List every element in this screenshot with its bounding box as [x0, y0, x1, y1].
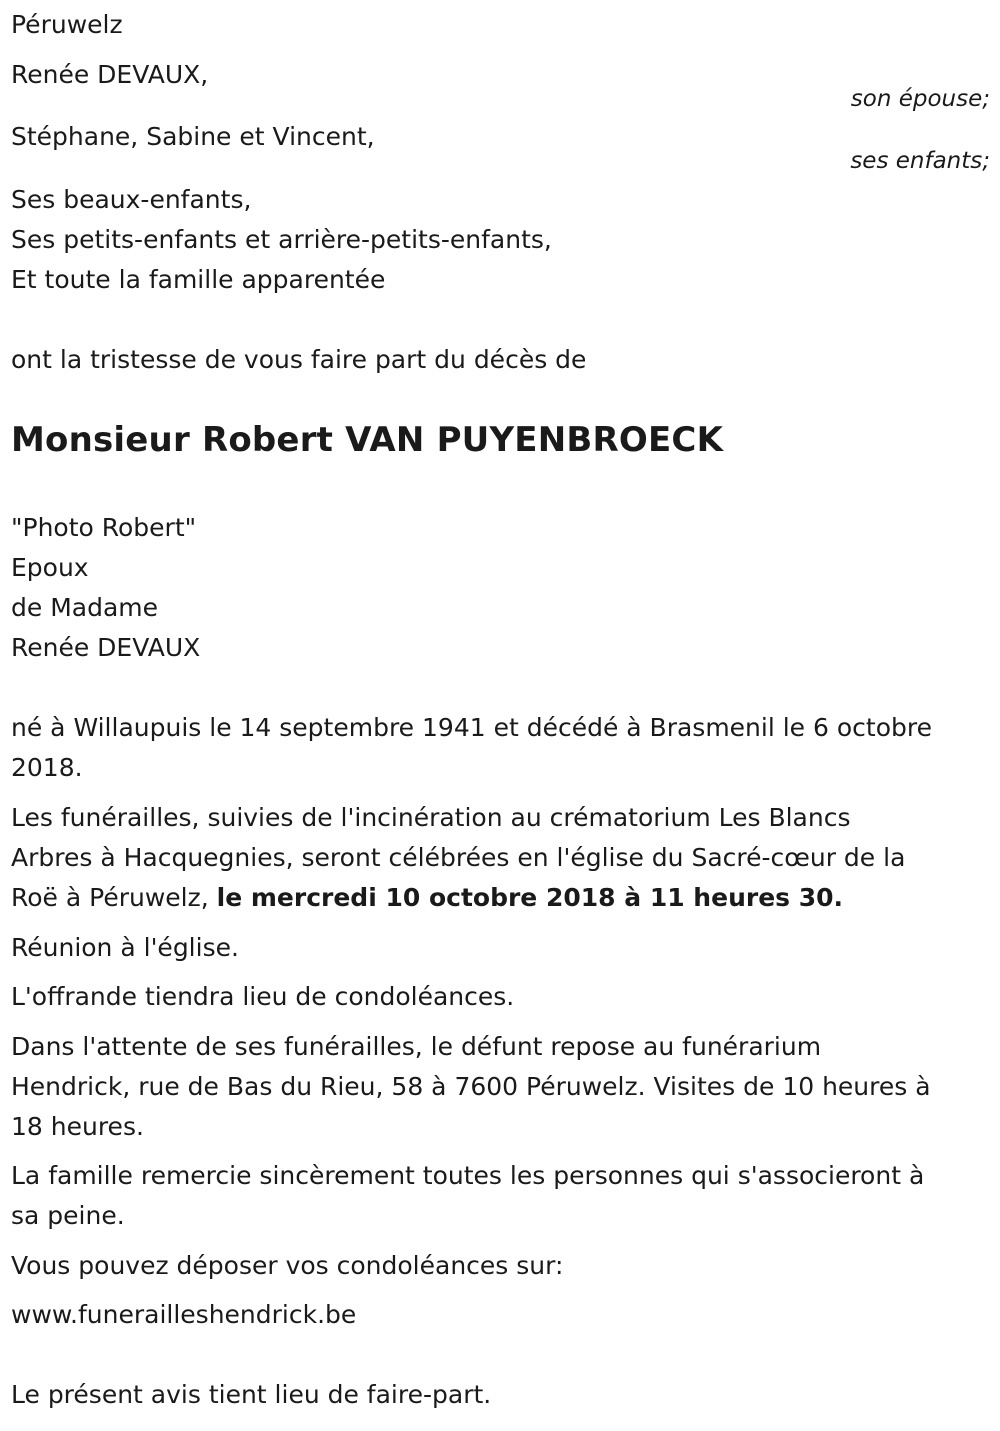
funeral-line-2: Arbres à Hacquegnies, seront célébrées en l'église du Sacré-cœur de la: [11, 843, 906, 872]
rest-line-1: Dans l'attente de ses funérailles, le défunt repose au funérarium: [11, 1032, 822, 1061]
spouse-role: son épouse;: [850, 86, 990, 112]
children-names: Stéphane, Sabine et Vincent,: [11, 122, 375, 151]
birth-death-line-2: 2018.: [11, 753, 83, 782]
photo-caption: "Photo Robert": [11, 513, 197, 542]
children-role: ses enfants;: [850, 148, 990, 174]
funeral-line-3: [11, 878, 843, 918]
thanks-line-1: La famille remercie sincèrement toutes les personnes qui s'associeront à: [11, 1161, 925, 1190]
spouse-name: Renée DEVAUX,: [11, 60, 209, 89]
funeral-date-time: le mercredi 10 octobre 2018 à 11 heures 30.: [216, 883, 844, 912]
condolences-intro: Vous pouvez déposer vos condoléances sur:: [11, 1251, 564, 1280]
announcement-intro: ont la tristesse de vous faire part du décès de: [11, 345, 587, 374]
town-heading: Péruwelz: [11, 10, 123, 39]
funeral-line-1: Les funérailles, suivies de l'incinération au crématorium Les Blancs: [11, 803, 851, 832]
thanks-line-2: sa peine.: [11, 1201, 125, 1230]
birth-death-line-1: né à Willaupuis le 14 septembre 1941 et décédé à Brasmenil le 6 octobre: [11, 713, 932, 742]
funeral-place: Roë à Péruwelz,: [11, 883, 217, 912]
rest-line-3: 18 heures.: [11, 1112, 144, 1141]
meeting-note: Réunion à l'église.: [11, 933, 239, 962]
relatives: Et toute la famille apparentée: [11, 265, 386, 294]
deceased-name: Monsieur Robert VAN PUYENBROECK: [11, 420, 724, 460]
spouse-line-1: Epoux: [11, 553, 89, 582]
notice-footer: Le présent avis tient lieu de faire-part.: [11, 1380, 492, 1409]
step-children: Ses beaux-enfants,: [11, 185, 252, 214]
rest-line-2: Hendrick, rue de Bas du Rieu, 58 à 7600 Péruwelz. Visites de 10 heures à: [11, 1072, 931, 1101]
offering-note: L'offrande tiendra lieu de condoléances.: [11, 982, 515, 1011]
grandchildren: Ses petits-enfants et arrière-petits-enfants,: [11, 225, 552, 254]
spouse-line-2: de Madame: [11, 593, 159, 622]
condolences-website[interactable]: www.funerailleshendrick.be: [11, 1300, 357, 1329]
spouse-line-3: Renée DEVAUX: [11, 633, 201, 662]
